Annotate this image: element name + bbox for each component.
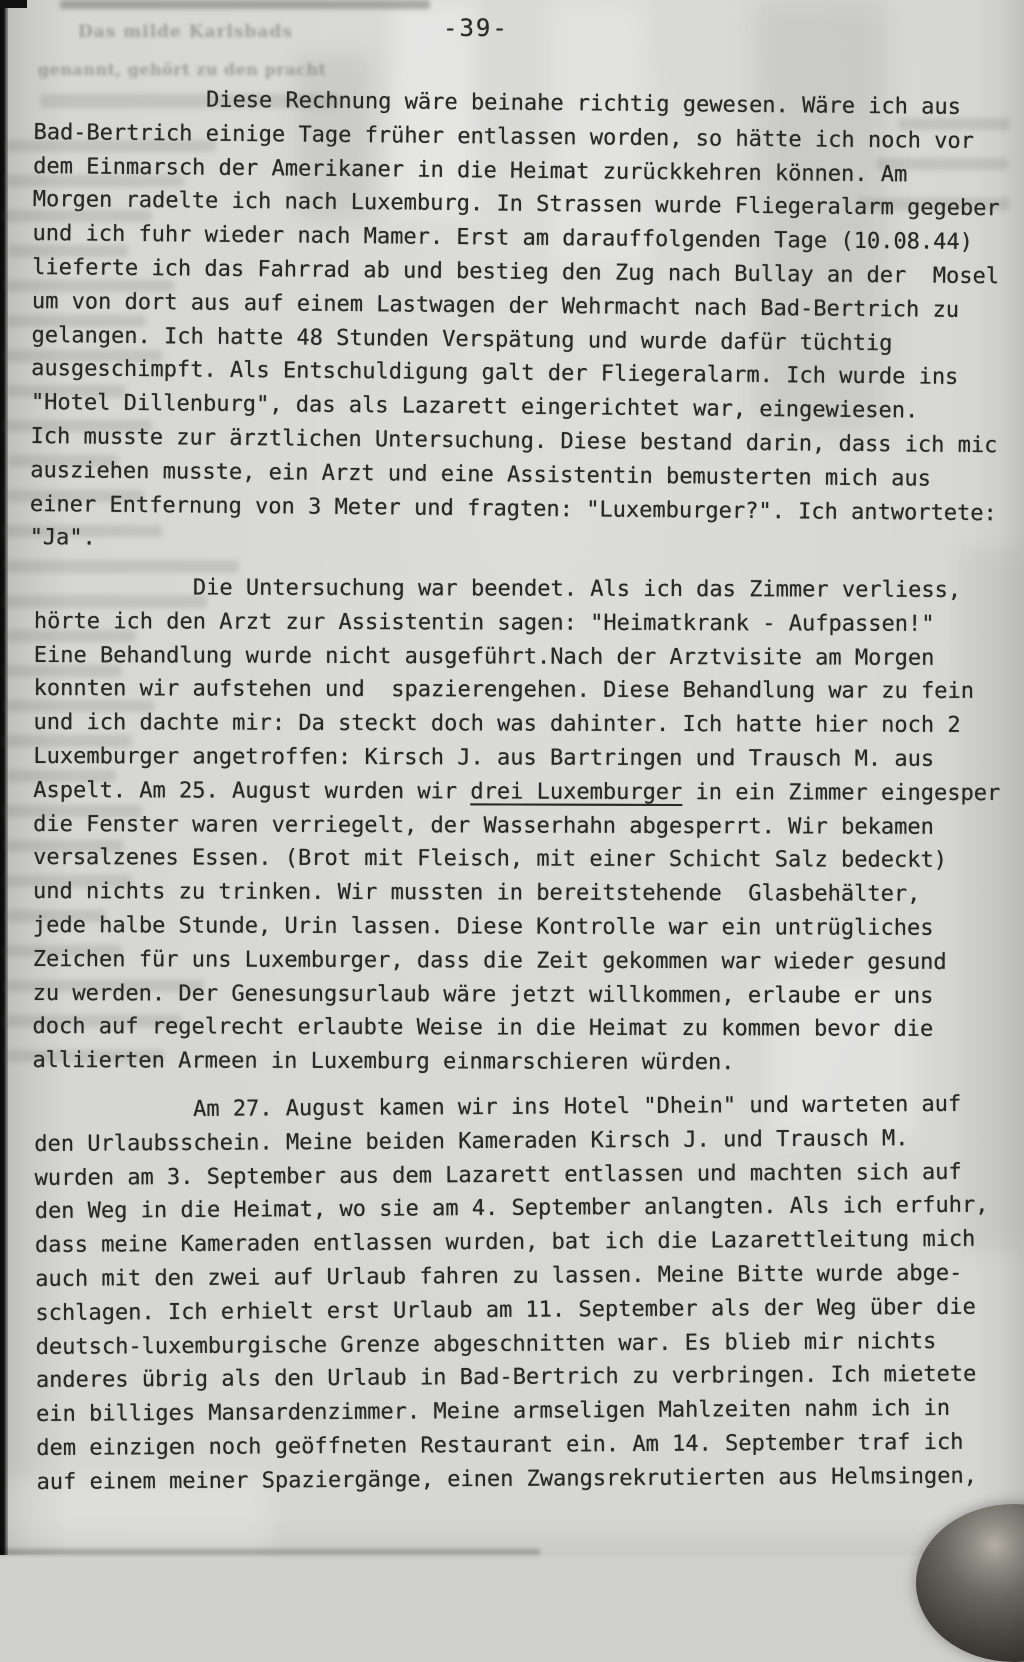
text-segment: schlagen. Ich erhielt erst Urlaub am 11. September als der Weg über die — [35, 1294, 976, 1326]
text-segment: versalzenes Essen. (Brot mit Fleisch, mit einer Schicht Salz bedeckt) — [33, 845, 948, 874]
text-segment: ein billiges Mansardenzimmer. Meine armseligen Mahlzeiten nahm ich in — [36, 1396, 951, 1428]
text-segment: in ein Zimmer eingesper — [682, 779, 1001, 806]
text-segment: Bad-Bertrich einige Tage früher entlassen worden, so hätte ich noch vor — [33, 119, 975, 154]
text-line — [33, 977, 1024, 1014]
scan-artifact-round-object — [916, 1504, 1024, 1662]
text-line — [32, 1044, 1024, 1081]
text-segment: anderes übrig als den Urlaub in Bad-Bertrich zu verbringen. Ich mietete — [35, 1362, 977, 1394]
text-line — [34, 605, 1024, 642]
paragraph — [34, 1088, 1024, 1500]
text-segment: und ich dachte mir: Da steckt doch was dahinter. Ich hatte hier noch 2 — [33, 710, 961, 739]
paragraph — [32, 571, 1024, 1081]
text-segment: wurden am 3. September aus dem Lazarett entlassen und machten sich auf — [34, 1159, 962, 1191]
text-line — [34, 673, 1024, 710]
text-line — [33, 943, 1024, 980]
text-segment: auch mit den zwei auf Urlaub fahren zu lassen. Meine Bitte wurde abge- — [35, 1260, 963, 1293]
text-segment: alliierten Armeen in Luxemburg einmarschieren würden. — [32, 1048, 735, 1076]
text-segment: und ich fuhr wieder nach Mamer. Erst am darauffolgenden Tage (10.08.44) — [32, 221, 974, 256]
text-segment: Die Untersuchung war beendet. Als ich das Zimmer verliess, — [33, 575, 962, 604]
text-segment: ausgeschimpft. Als Entschuldigung galt der Fliegeralarm. Ich wurde ins — [31, 356, 959, 391]
text-segment: Zeichen für uns Luxemburger, dass die Zeit gekommen war wieder gesund — [32, 946, 947, 975]
text-line — [36, 1459, 1024, 1499]
text-line — [34, 639, 1024, 676]
text-segment: gelangen. Ich hatte 48 Stunden Verspätung und wurde dafür tüchtig — [31, 322, 893, 356]
scan-edge-strip — [0, 0, 8, 1555]
text-segment: Ich musste zur ärztlichen Untersuchung. Diese bestand darin, dass ich mic — [30, 423, 998, 459]
text-segment: dem einzigen noch geöffneten Restaurant ein. Am 14. September traf ich — [36, 1429, 964, 1462]
text-line — [33, 808, 1024, 845]
scan-corner-mark — [0, 0, 27, 8]
text-line — [33, 1011, 1024, 1048]
text-segment: deutsch-luxemburgische Grenze abgeschnitten war. Es blieb mir nichts — [35, 1328, 937, 1360]
text-line — [33, 740, 1024, 777]
underlined-text: drei Luxemburger — [470, 779, 683, 805]
typewritten-text — [29, 82, 1024, 1500]
text-segment: dem Einmarsch der Amerikaner in die Heimat zurückkehren können. Am — [33, 153, 908, 187]
text-segment: Luxemburger angetroffen: Kirsch J. aus Bartringen und Trausch M. aus — [33, 744, 935, 772]
scan-bottom-shadow — [0, 1549, 540, 1555]
text-line — [33, 842, 1024, 879]
text-segment: lieferte ich das Fahrrad ab und bestieg den Zug nach Bullay an der Mosel — [32, 254, 1000, 290]
text-segment: den Urlaubsschein. Meine beiden Kameraden Kirsch J. und Trausch M. — [34, 1126, 909, 1157]
text-segment: einer Entfernung von 3 Meter und fragten: "Luxemburger?". Ich antwortete: — [29, 491, 997, 526]
text-segment: konnten wir aufstehen und spazierengehen. Diese Behandlung war zu fein — [33, 676, 975, 705]
text-segment: zu werden. Der Genesungsurlaub wäre jetzt willkommen, erlaube er uns — [32, 980, 934, 1009]
paragraph — [29, 82, 1024, 565]
text-line — [33, 706, 1024, 743]
text-segment: Diese Rechnung wäre beinahe richtig gewesen. Wäre ich aus — [33, 85, 962, 120]
text-segment: um von dort aus auf einem Lastwagen der Wehrmacht nach Bad-Bertrich zu — [31, 288, 960, 323]
text-segment: "Ja". — [29, 525, 96, 551]
text-segment: Am 27. August kamen wir ins Hotel "Dhein" und warteten auf — [34, 1091, 962, 1124]
page-number: -39- — [443, 14, 509, 42]
text-line — [34, 571, 1024, 608]
text-segment: "Hotel Dillenburg", das als Lazarett eingerichtet war, eingewiesen. — [30, 390, 919, 424]
text-segment: Aspelt. Am 25. August wurden wir — [33, 777, 471, 805]
text-segment: auf einem meiner Spaziergänge, einen Zwangsrekrutierten aus Helmsingen, — [36, 1463, 978, 1495]
bleedthrough-text: Das milde Karlsbads — [78, 22, 293, 42]
text-segment: dass meine Kameraden entlassen wurden, bat ich die Lazarettleitung mich — [34, 1227, 976, 1259]
text-segment: ausziehen musste, ein Arzt und eine Assistentin bemusterten mich aus — [30, 457, 932, 492]
cut-off-header-ghost — [60, 0, 430, 9]
text-line — [33, 909, 1024, 946]
text-line — [33, 774, 1024, 811]
text-segment: den Weg in die Heimat, wo sie am 4. September anlangten. Als ich erfuhr, — [34, 1193, 989, 1225]
text-segment: und nichts zu trinken. Wir mussten in bereitstehende Glasbehälter, — [32, 879, 921, 908]
text-segment: Morgen radelte ich nach Luxemburg. In Strassen wurde Fliegeralarm gegeber — [32, 187, 1000, 222]
text-segment: doch auf regelrecht erlaubte Weise in die Heimat zu kommen bevor die — [32, 1014, 934, 1043]
text-segment: jede halbe Stunde, Urin lassen. Diese Kontrolle war ein untrügliches — [32, 913, 934, 941]
text-segment: die Fenster waren verriegelt, der Wasserhahn abgesperrt. Wir bekamen — [33, 811, 934, 840]
text-line — [33, 875, 1024, 912]
text-segment: hörte ich den Arzt zur Assistentin sagen: "Heimatkrank - Aufpassen!" — [33, 608, 935, 637]
text-segment: Eine Behandlung wurde nicht ausgeführt.Nach der Arztvisite am Morgen — [33, 642, 935, 671]
bleedthrough-text: genannt, gehört zu den pracht — [38, 60, 327, 79]
